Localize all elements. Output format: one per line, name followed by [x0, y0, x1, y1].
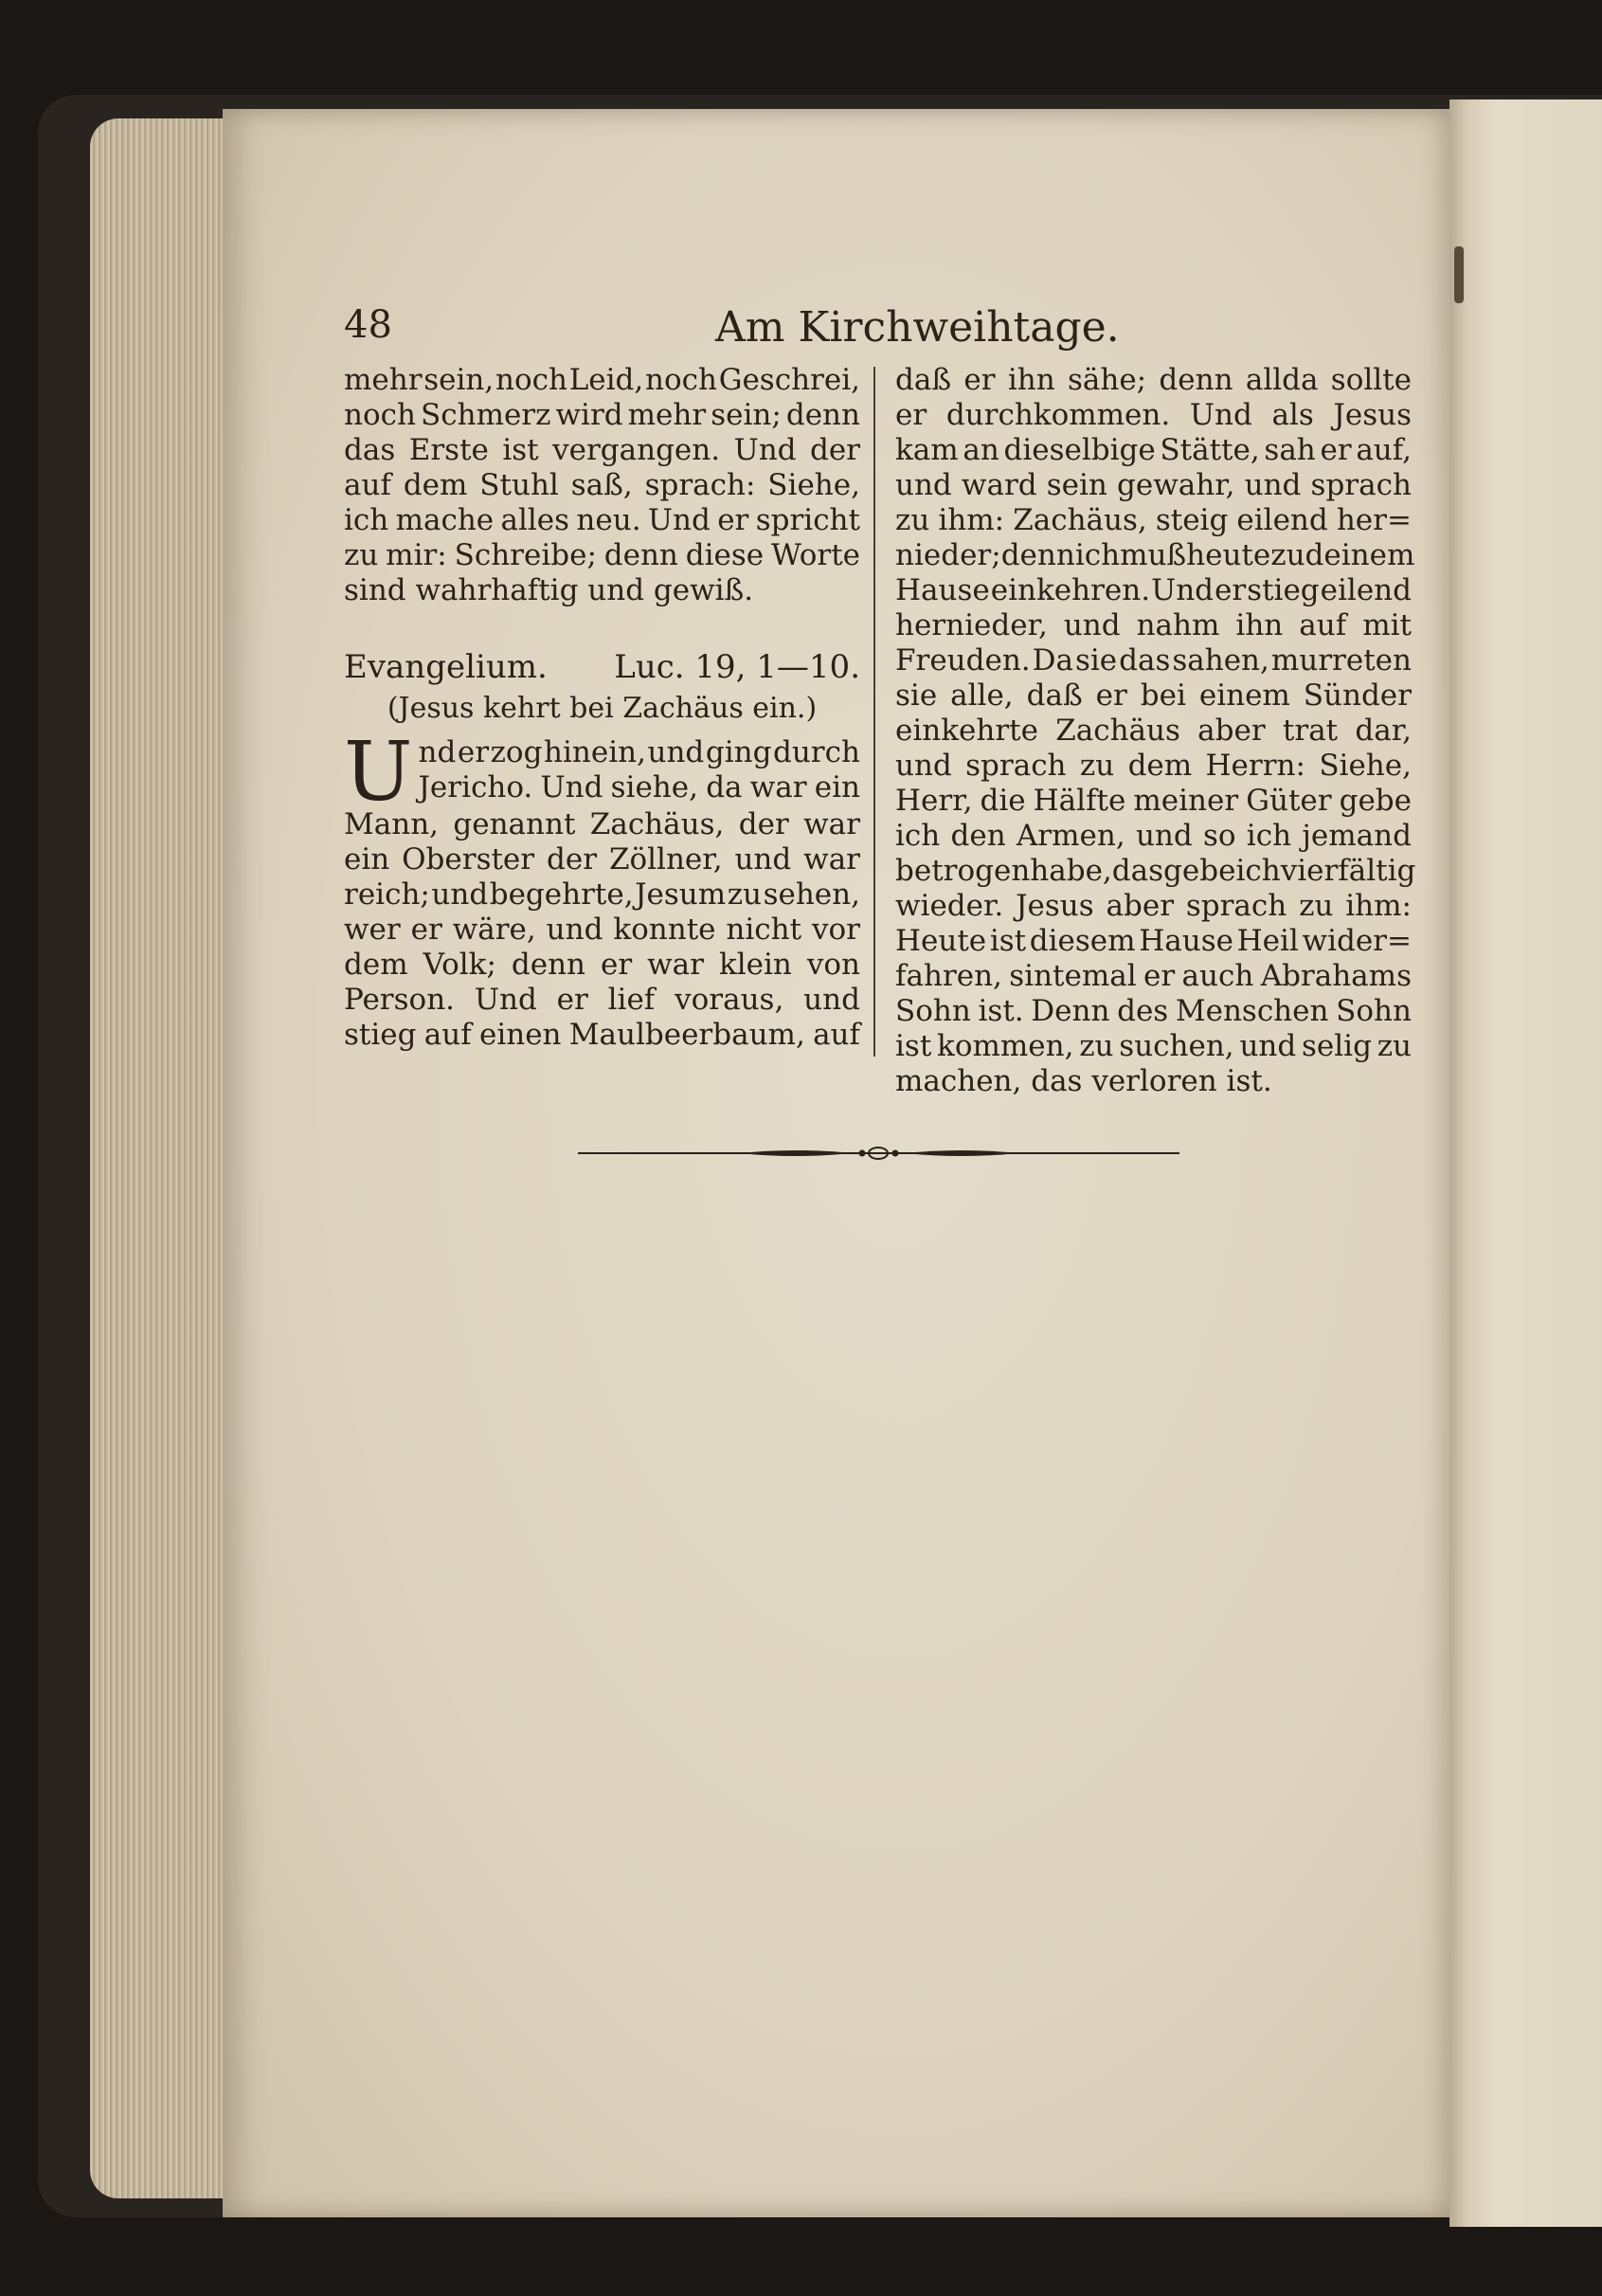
text-line: Sohn ist. Denn des Menschen Sohn	[895, 994, 1412, 1028]
text-line: zu mir: Schreibe; denn diese Worte	[344, 538, 860, 572]
text-line: sind wahrhaftig und gewiß.	[344, 573, 754, 607]
text-line: ich mache alles neu. Und er spricht	[344, 503, 860, 537]
ornamental-rule	[578, 1142, 1179, 1165]
text-line: wer er wäre, und konnte nicht vor	[344, 913, 860, 947]
binding-mark	[1454, 246, 1464, 303]
text-line: noch Schmerz wird mehr sein; denn	[344, 398, 860, 432]
page-header	[223, 303, 1449, 351]
text-line: und ward sein gewahr, und sprach	[895, 468, 1412, 502]
text-line: und sprach zu dem Herrn: Siehe,	[895, 749, 1412, 783]
text-line: wieder. Jesus aber sprach zu ihm:	[895, 889, 1412, 923]
left-column	[344, 363, 860, 1053]
text-line: mehr sein, noch Leid, noch Geschrei,	[344, 363, 860, 397]
text-line: sie alle, daß er bei einem Sünder	[895, 678, 1412, 713]
text-line: Hause einkehren. Und er stieg eilend	[895, 573, 1412, 607]
gospel-reference: Luc. 19, 1—10.	[614, 648, 860, 686]
text-line: daß er ihn sähe; denn allda sollte	[895, 363, 1412, 397]
text-line: dem Volk; denn er war klein von	[344, 948, 860, 982]
facing-page-edge	[1449, 99, 1602, 2227]
column-divider	[873, 367, 875, 1057]
text-line: nieder; denn ich muß heute zu deinem	[895, 538, 1415, 572]
gospel-title: Evangelium.	[344, 648, 548, 686]
text-line: ich den Armen, und so ich jemand	[895, 819, 1412, 853]
text-line: er durchkommen. Und als Jesus	[895, 398, 1412, 432]
gospel-heading	[344, 646, 860, 688]
text-line: auf dem Stuhl saß, sprach: Siehe,	[344, 468, 860, 502]
text-line: kam an dieselbige Stätte, sah er auf,	[895, 433, 1412, 467]
text-line: stieg auf einen Maulbeerbaum, auf	[344, 1018, 860, 1052]
text-line: machen, das verloren ist.	[895, 1064, 1272, 1098]
text-line: fahren, sintemal er auch Abrahams	[895, 959, 1412, 993]
text-line: ein Oberster der Zöllner, und war	[344, 842, 860, 877]
text-line: nd er zog hinein, und ging durch	[418, 735, 860, 769]
right-column	[895, 363, 1416, 1099]
text-line: Freuden. Da sie das sahen, murreten	[895, 643, 1412, 678]
page-edges	[90, 118, 232, 2198]
drop-cap: U	[344, 725, 413, 820]
text-line: Person. Und er lief voraus, und	[344, 983, 860, 1017]
gospel-subtitle: (Jesus kehrt bei Zachäus ein.)	[387, 692, 818, 725]
text-line: hernieder, und nahm ihn auf mit	[895, 608, 1412, 642]
text-line: Heute ist diesem Hause Heil wider=	[895, 924, 1412, 958]
text-line: reich; und begehrte, Jesum zu sehen,	[344, 877, 860, 912]
text-line: Mann, genannt Zachäus, der war	[344, 807, 860, 841]
text-line: zu ihm: Zachäus, steig eilend her=	[895, 503, 1412, 537]
text-line: Herr, die Hälfte meiner Güter gebe	[895, 784, 1412, 818]
page-number: 48	[344, 303, 392, 347]
text-line: einkehrte Zachäus aber trat dar,	[895, 714, 1412, 748]
text-line: betrogen habe, das gebe ich vierfältig	[895, 854, 1416, 888]
gospel-text	[344, 725, 860, 1053]
running-head: Am Kirchweihtage.	[715, 303, 1120, 352]
book-page	[223, 109, 1449, 2217]
text-line: Jericho. Und siehe, da war ein	[418, 770, 860, 805]
text-line: ist kommen, zu suchen, und selig zu	[895, 1029, 1412, 1063]
text-line: das Erste ist vergangen. Und der	[344, 433, 860, 467]
